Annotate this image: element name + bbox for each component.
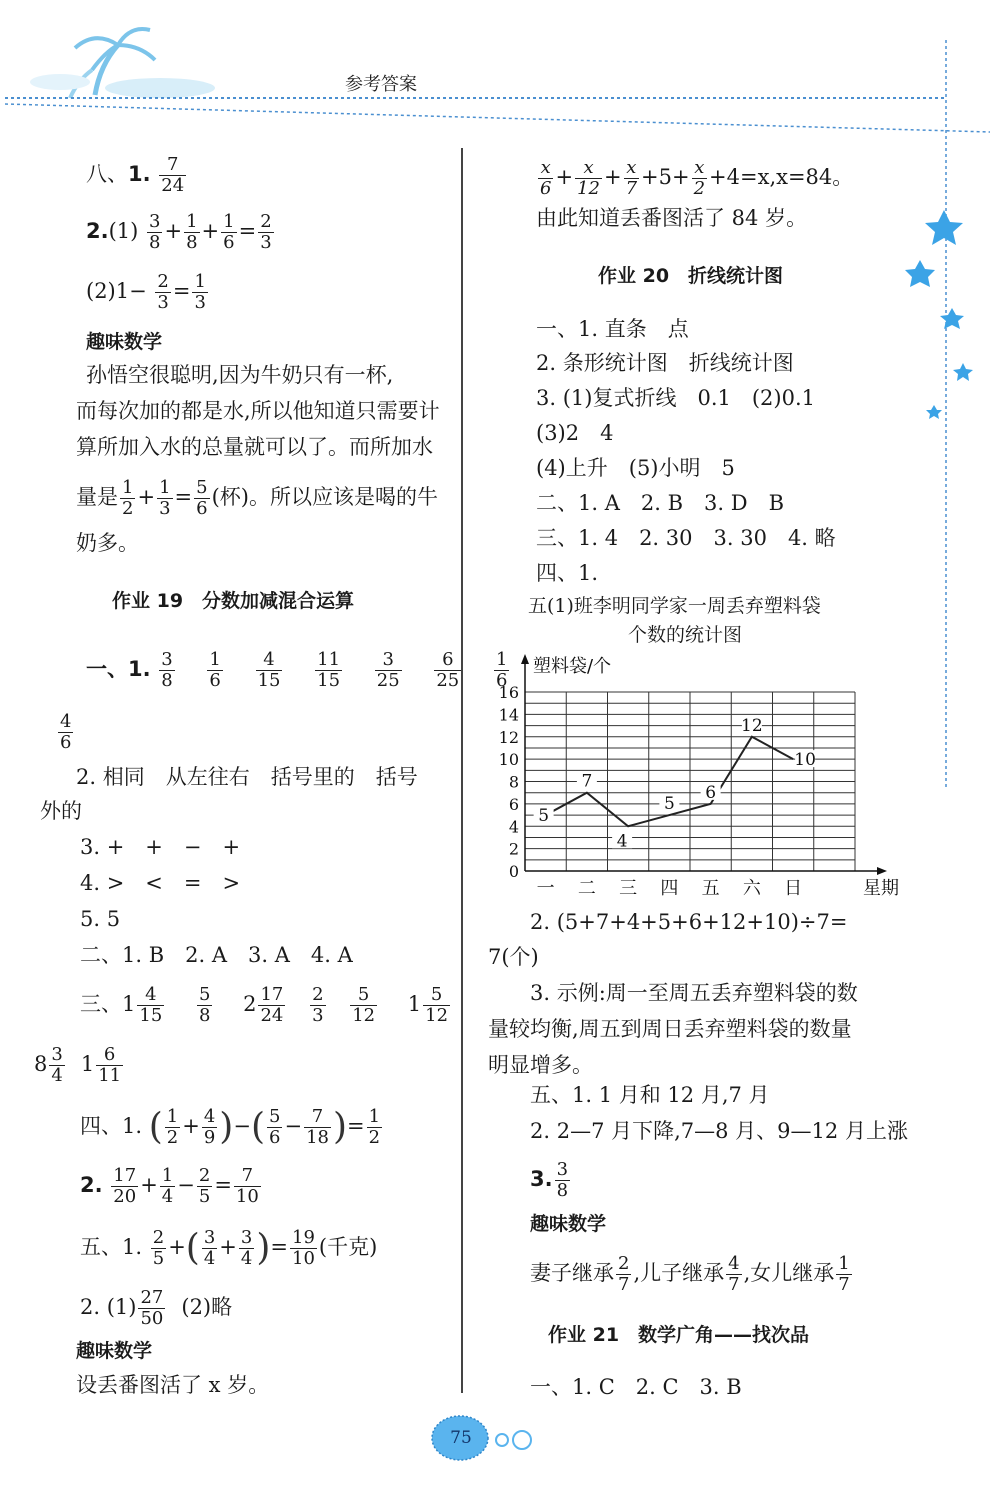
section-1-q4: 4. > < = > [80,871,241,895]
section-5-q2: 2. (1) $\frac{27}{50}$ (2)略 [80,1287,233,1329]
answer-line: (3)2 4 [536,421,614,445]
x-axis-label: 星期 [863,878,899,899]
header-title: 参考答案 [345,74,417,95]
answer-line: 一、1. C 2. C 3. B [530,1375,742,1399]
y-axis-arrow [521,654,529,664]
answer-line: 二、1. A 2. B 3. D B [536,491,785,515]
star-icon [953,363,973,381]
q2-line: 2. (5+7+4+5+6+12+10)÷7= [530,910,848,934]
section-3-extra: 8 $\frac{3}{4}$ 1 $\frac{6}{11}$ [34,1044,122,1086]
y-tick-label: 14 [498,705,519,725]
line-chart [490,650,900,905]
x-tick-label: 二 [577,878,596,899]
y-tick-label: 16 [498,683,519,702]
section-1-q3: 3. + + − + [80,835,241,859]
cloud-icon [30,74,90,90]
x-tick-label: 六 [742,878,761,899]
star-icon [926,405,942,419]
chart-title: 个数的统计图 [628,624,743,646]
fun-math-heading: 趣味数学 [530,1213,607,1235]
y-tick-label: 6 [508,794,519,814]
header-decoration [0,0,1000,140]
fun-math-heading: 趣味数学 [76,1340,153,1362]
fun-math-line: 设丢番图活了 x 岁。 [76,1373,270,1397]
answer-line: 3. (1)复式折线 0.1 (2)0.1 [536,386,815,410]
homework-21-heading: 作业 21 数学广角——找次品 [548,1324,810,1346]
star-icon [940,308,964,329]
fun-math-line: 而每次加的都是水,所以他知道只需要计 [76,399,440,423]
fun-math-line: 妻子继承 $\frac{2}{7}$ ,儿子继承 $\frac{4}{7}$ ,女儿继承 $\frac{1}{7}$ [530,1253,850,1295]
data-label: 12 [741,715,763,736]
section-5-q1: 五、1. $\frac{2}{5}$ +( $\frac{3}{4}$ + $\frac{3}{4}$ )= $\frac{19}{10}$ (千克) [80,1227,378,1269]
page-number: 75 [450,1428,472,1448]
data-label: 10 [794,750,816,771]
y-tick-label: 4 [508,817,519,837]
data-label: 7 [581,771,593,792]
column-divider [461,148,463,1393]
x-tick-label: 三 [619,878,638,899]
conclusion-text: 由此知道丢番图活了 84 岁。 [536,206,808,230]
section-1-q1: 一、1. $\frac{3}{8}$ $\frac{1}{6}$ $\frac{4}{15}$ $\frac{11}{15}$ $\frac{3}{25}$ $\frac{6}{25}$ $\frac{1}{6}$ [86,649,508,691]
section-3: 三、1 $\frac{4}{15}$ $\frac{5}{8}$ 2 $\frac{17}{24}$ $\frac{2}{3}$ $\frac{5}{12}$ 1 $\frac{5}{12}$ [80,984,449,1026]
answer-line: 一、1. 直条 点 [536,317,689,341]
chart-title: 五(1)班李明同学家一周丢弃塑料袋 [528,595,821,617]
y-tick-label: 8 [508,772,519,792]
data-label: 5 [663,794,675,815]
data-label: 4 [616,831,628,852]
section-1-q5: 5. 5 [80,907,121,931]
s5-q3: 3. $\frac{3}{8}$ [530,1159,569,1201]
section-1-q1-extra: $\frac{4}{6}$ [60,711,72,753]
section-1-q2b: 外的 [40,799,82,823]
answer-line: (4)上升 (5)小明 5 [536,456,735,480]
section-ba-q2-2: (2)1− $\frac{2}{3}$ = $\frac{1}{3}$ [86,271,206,313]
cloud-icon [105,78,215,98]
section-4-q1: 四、1. ( $\frac{1}{2}$ + $\frac{4}{9}$ )−( $\frac{5}{6}$ − $\frac{7}{18}$ )= $\frac{1}{2}$ [80,1106,381,1148]
fun-math-line: 奶多。 [76,531,139,555]
fun-math-heading: 趣味数学 [86,331,163,353]
homework-19-heading: 作业 19 分数加减混合运算 [112,590,355,612]
section-4-q2: 2. $\frac{17}{20}$ + $\frac{1}{4}$ − $\frac{2}{5}$ = $\frac{7}{10}$ [80,1165,259,1207]
s5-line: 五、1. 1 月和 12 月,7 月 [530,1083,770,1107]
q3-line: 量较均衡,周五到周日丢弃塑料袋的数量 [488,1017,852,1041]
x-tick-label: 五 [701,878,720,899]
header-dotted-line [5,104,990,132]
homework-20-heading: 作业 20 折线统计图 [598,265,784,287]
star-icon [925,210,963,245]
q3-line: 明显增多。 [488,1053,593,1077]
fun-math-line: 量是 $\frac{1}{2}$ + $\frac{1}{3}$ = $\frac{5}{6}$ (杯)。所以应该是喝的牛 [76,477,438,519]
y-tick-label: 10 [498,750,519,770]
answer-line: 三、1. 4 2. 30 3. 30 4. 略 [536,526,836,550]
x-axis-arrow [877,867,887,875]
data-label: 6 [705,782,717,803]
margin-decoration [900,30,995,800]
x-tick-label: 日 [784,878,803,899]
q2-line: 7(个) [488,945,539,969]
answer-line: 四、1. [536,561,599,585]
y-tick-label: 0 [508,862,519,881]
x-tick-label: 一 [536,878,555,899]
star-icon [905,260,935,287]
section-ba-q1: 八、1. $\frac{7}{24}$ [86,154,185,196]
section-ba-q2: 2.(1) $\frac{3}{8}$ + $\frac{1}{8}$ + $\frac{1}{6}$ = $\frac{2}{3}$ [86,211,272,253]
data-label: 5 [538,806,550,827]
y-tick-label: 2 [508,839,519,859]
section-2: 二、1. B 2. A 3. A 4. A [80,943,353,967]
x-tick-label: 四 [660,878,679,899]
q3-line: 3. 示例:周一至周五丢弃塑料袋的数 [530,981,858,1005]
fun-math-line: 孙悟空很聪明,因为牛奶只有一杯, [86,363,394,387]
section-1-q2: 2. 相同 从左往右 括号里的 括号 [76,765,418,789]
y-axis-label: 塑料袋/个 [533,656,612,677]
equation-line: $\frac{x}{6}$ + $\frac{x}{12}$ + $\frac{x}{7}$ +5+ $\frac{x}{2}$ +4=x,x=84。 [540,157,854,199]
answer-line: 2. 条形统计图 折线统计图 [536,351,794,375]
fun-math-line: 算所加入水的总量就可以了。而所加水 [76,435,433,459]
y-tick-label: 12 [498,727,519,747]
s5-line: 2. 2—7 月下降,7—8 月、9—12 月上涨 [530,1119,908,1143]
